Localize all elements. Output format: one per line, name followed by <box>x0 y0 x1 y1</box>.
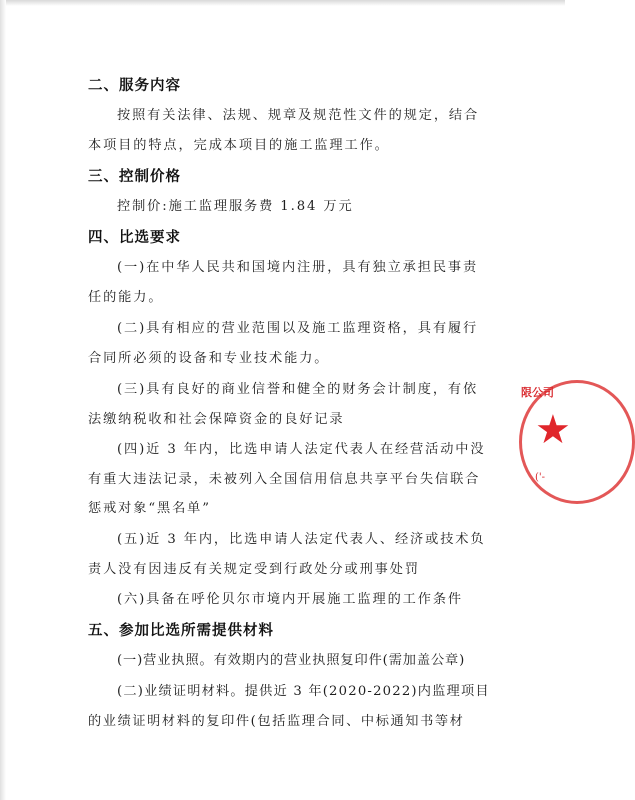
requirement-5-line: 责人没有因违反有关规定受到行政处分或刑事处罚 <box>88 562 420 577</box>
material-2-line: (二)业绩证明材料。提供近 3 年(2020-2022)内监理项目 <box>117 684 490 699</box>
requirement-2-line: 合同所必须的设备和专业技术能力。 <box>88 351 330 366</box>
section-heading-price: 三、控制价格 <box>88 169 181 185</box>
scan-edge <box>0 0 6 800</box>
requirement-3-line: (三)具有良好的商业信誉和健全的财务会计制度，有依 <box>117 382 479 397</box>
requirement-4-line: (四)近 3 年内，比选申请人法定代表人在经营活动中没 <box>117 442 486 457</box>
material-2-line: 的业绩证明材料的复印件(包括监理合同、中标通知书等材 <box>88 714 465 729</box>
requirement-5-line: (五)近 3 年内，比选申请人法定代表人、经济或技术负 <box>117 532 486 547</box>
scan-edge <box>0 0 565 6</box>
section-heading-materials: 五、参加比选所需提供材料 <box>88 623 274 639</box>
seal-bottom-text: ('- <box>535 472 546 483</box>
material-1-line: (一)营业执照。有效期内的营业执照复印件(需加盖公章) <box>117 653 466 668</box>
requirement-4-line: 有重大违法记录，未被列入全国信用信息共享平台失信联合 <box>88 472 481 487</box>
requirement-1-line: (一)在中华人民共和国境内注册，具有独立承担民事责 <box>117 260 479 275</box>
requirement-6-line: (六)具备在呼伦贝尔市境内开展施工监理的工作条件 <box>117 592 464 607</box>
section-heading-requirements: 四、比选要求 <box>88 230 181 246</box>
company-seal <box>515 380 571 500</box>
requirement-4-line: 惩戒对象“黑名单” <box>88 501 211 516</box>
section-heading-service: 二、服务内容 <box>88 78 181 94</box>
seal-text: 限公司 <box>521 386 554 399</box>
requirement-1-line: 任的能力。 <box>88 290 164 305</box>
control-price-line: 控制价:施工监理服务费 1.84 万元 <box>117 199 354 214</box>
star-icon: ★ <box>535 407 571 453</box>
paragraph-line: 本项目的特点，完成本项目的施工监理工作。 <box>88 138 390 153</box>
paragraph-line: 按照有关法律、法规、规章及规范性文件的规定，结合 <box>117 108 480 123</box>
requirement-2-line: (二)具有相应的营业范围以及施工监理资格，具有履行 <box>117 321 479 336</box>
requirement-3-line: 法缴纳税收和社会保障资金的良好记录 <box>88 412 345 427</box>
